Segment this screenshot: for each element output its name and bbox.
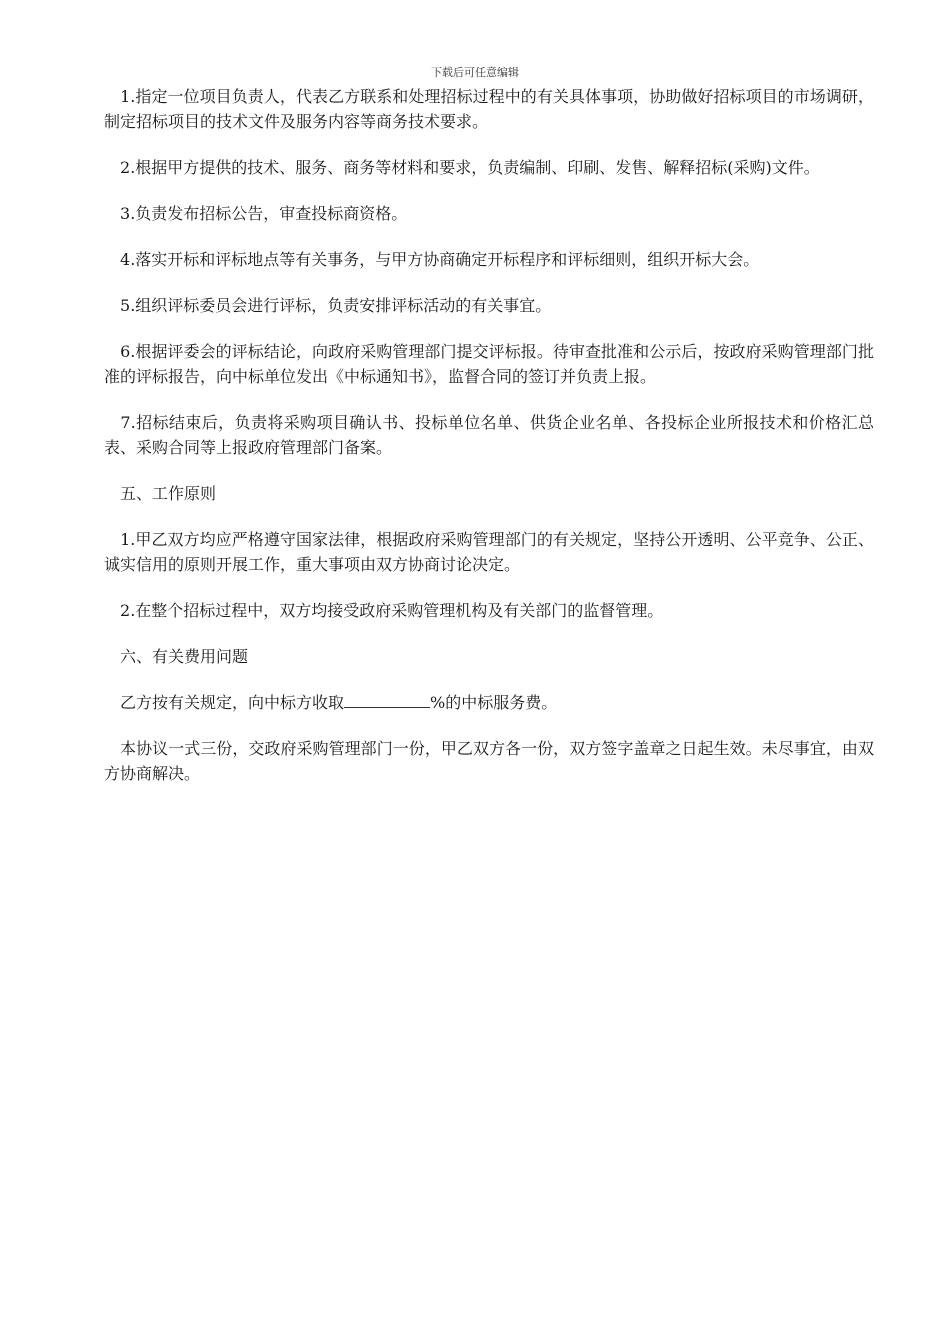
section-6-heading: 六、有关费用问题 <box>120 647 249 666</box>
clause-2: 2.根据甲方提供的技术、服务、商务等材料和要求，负责编制、印刷、发售、解释招标(采购)文件。 <box>120 158 820 177</box>
clause-4: 4.落实开标和评标地点等有关事务，与甲方协商确定开标程序和评标细则，组织开标大会。 <box>120 250 760 269</box>
closing-clause: 本协议一式三份，交政府采购管理部门一份，甲乙双方各一份，双方签字盖章之日起生效。未尽事宜，由双方协商解决。 <box>104 739 874 783</box>
fee-percent-blank <box>344 693 430 708</box>
clause-5: 5.组织评标委员会进行评标，负责安排评标活动的有关事宜。 <box>120 296 552 315</box>
clause-3: 3.负责发布招标公告，审查投标商资格。 <box>120 204 408 223</box>
clause-7: 7.招标结束后，负责将采购项目确认书、投标单位名单、供货企业名单、各投标企业所报技术和价格汇总表、采购合同等上报政府管理部门备案。 <box>104 413 874 457</box>
page-header-note: 下载后可任意编辑 <box>431 66 519 79</box>
clause-1: 1.指定一位项目负责人，代表乙方联系和处理招标过程中的有关具体事项，协助做好招标项目的市场调研，制定招标项目的技术文件及服务内容等商务技术要求。 <box>104 87 874 131</box>
clause-6: 6.根据评委会的评标结论，向政府采购管理部门提交评标报。待审查批准和公示后，按政府采购管理部门批准的评标报告，向中标单位发出《中标通知书》，监督合同的签订并负责上报。 <box>104 342 874 386</box>
section-5-clause-1: 1.甲乙双方均应严格遵守国家法律，根据政府采购管理部门的有关规定，坚持公开透明、公平竞争、公正、诚实信用的原则开展工作，重大事项由双方协商讨论决定。 <box>104 530 874 574</box>
section-5-heading: 五、工作原则 <box>120 484 217 503</box>
fee-clause: 乙方按有关规定，向中标方收取 %的中标服务费。 <box>120 693 558 712</box>
section-5-clause-2: 2.在整个招标过程中，双方均接受政府采购管理机构及有关部门的监督管理。 <box>120 601 664 620</box>
document-body <box>104 84 874 807</box>
